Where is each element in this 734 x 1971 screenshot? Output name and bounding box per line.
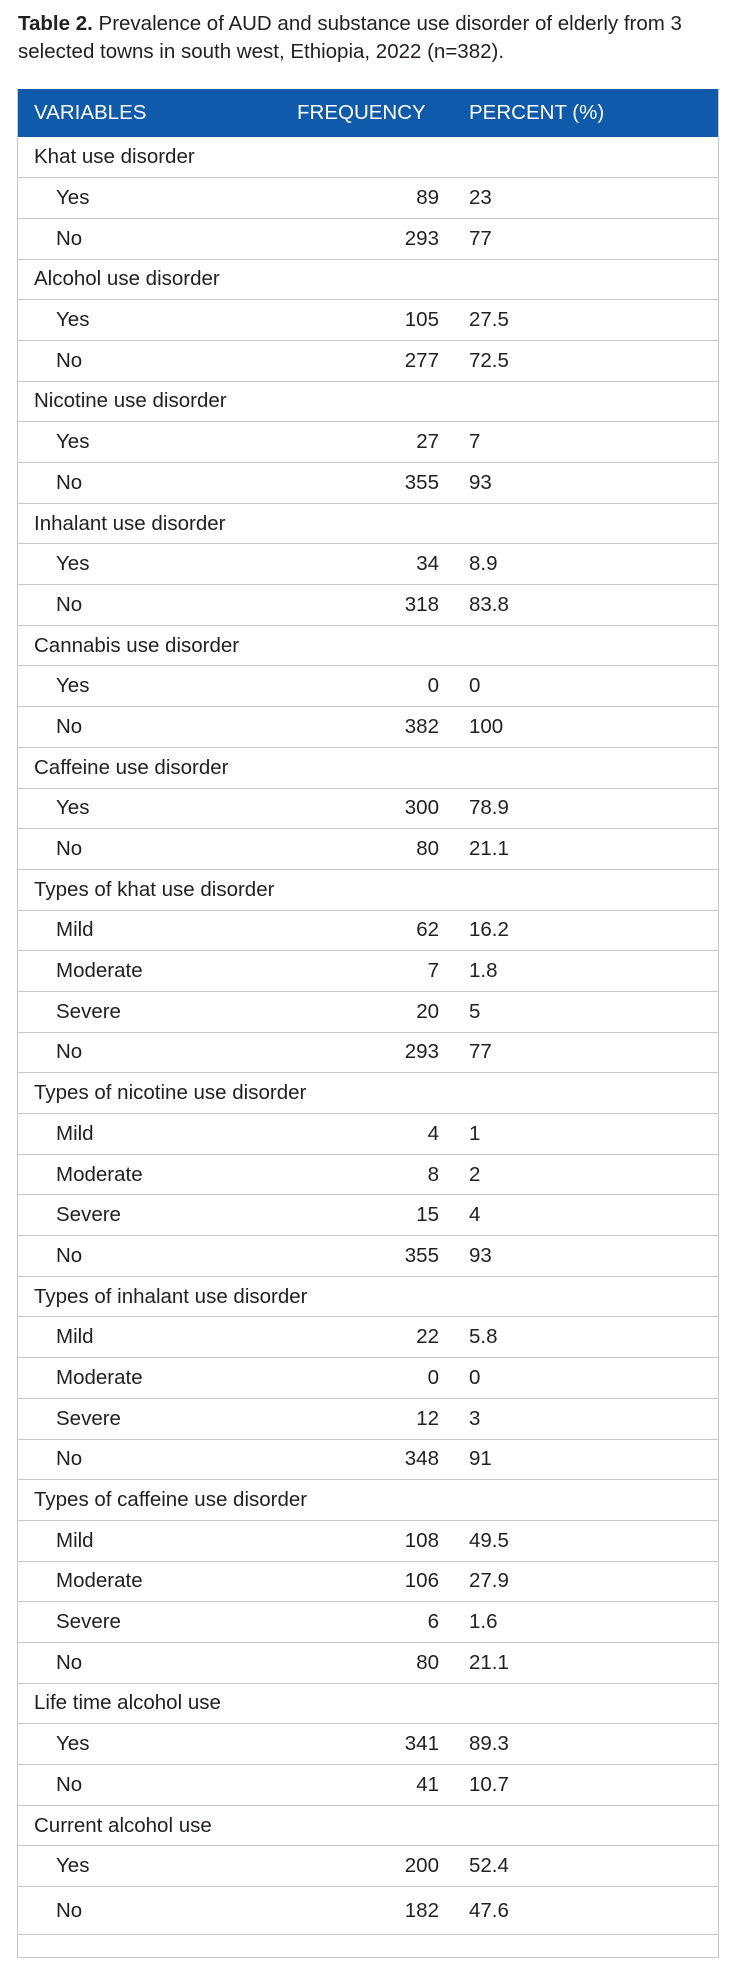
frequency-cell — [272, 1032, 439, 1073]
percent-cell — [439, 1520, 719, 1561]
group-row — [17, 137, 719, 178]
table-row — [17, 1724, 719, 1765]
percent-value: 77 — [469, 226, 492, 250]
frequency-cell — [272, 1439, 439, 1480]
group-row — [17, 503, 719, 544]
percent-value: 93 — [469, 470, 492, 494]
row-label: Yes — [56, 1732, 90, 1756]
frequency-cell — [272, 910, 439, 951]
frequency-cell — [272, 1236, 439, 1277]
frequency-cell — [272, 707, 439, 748]
table-row — [17, 463, 719, 504]
percent-value: 5 — [469, 999, 481, 1023]
percent-cell — [439, 1724, 719, 1765]
table-row — [17, 1846, 719, 1887]
table-row — [17, 422, 719, 463]
percent-value: 1.8 — [469, 959, 498, 983]
group-row — [17, 747, 719, 788]
frequency-value: 80 — [416, 1650, 439, 1674]
row-label: Mild — [56, 1528, 94, 1552]
column-header-variables: VARIABLES — [34, 101, 147, 124]
row-label: Mild — [56, 918, 94, 942]
percent-cell — [439, 1439, 719, 1480]
row-label: Moderate — [56, 1365, 143, 1389]
frequency-cell — [272, 1317, 439, 1358]
percent-cell — [439, 463, 719, 504]
percent-value: 7 — [469, 430, 481, 454]
column-header-frequency: FREQUENCY — [297, 101, 426, 124]
table-row — [17, 1765, 719, 1806]
frequency-cell — [272, 1195, 439, 1236]
frequency-cell — [272, 1358, 439, 1399]
percent-cell — [439, 178, 719, 219]
table-row — [17, 1439, 719, 1480]
percent-value: 78.9 — [469, 796, 509, 820]
table-row — [17, 1032, 719, 1073]
frequency-cell — [272, 218, 439, 259]
frequency-cell — [272, 585, 439, 626]
frequency-cell — [272, 788, 439, 829]
table-row — [17, 1887, 719, 1935]
group-title: Types of khat use disorder — [34, 877, 275, 901]
percent-value: 1.6 — [469, 1610, 498, 1634]
percent-value: 0 — [469, 1365, 481, 1389]
table-row — [17, 1154, 719, 1195]
percent-cell — [439, 585, 719, 626]
row-label: Severe — [56, 1610, 121, 1634]
percent-cell — [439, 544, 719, 585]
percent-cell — [439, 707, 719, 748]
row-label: Yes — [56, 186, 90, 210]
table-row — [17, 340, 719, 381]
table-row — [17, 910, 719, 951]
percent-cell — [439, 1114, 719, 1155]
table-row — [17, 788, 719, 829]
row-label: Mild — [56, 1121, 94, 1145]
group-row — [17, 1683, 719, 1724]
frequency-cell — [272, 1765, 439, 1806]
group-row — [17, 625, 719, 666]
percent-cell — [439, 1887, 719, 1935]
frequency-cell — [272, 178, 439, 219]
percent-cell — [439, 300, 719, 341]
percent-value: 21.1 — [469, 1650, 509, 1674]
caption-label: Table 2. — [18, 12, 93, 35]
percent-cell — [439, 1317, 719, 1358]
group-row — [17, 1805, 719, 1846]
table-header — [17, 89, 719, 137]
frequency-value: 293 — [404, 1040, 439, 1064]
percent-value: 72.5 — [469, 348, 509, 372]
frequency-cell — [272, 422, 439, 463]
frequency-cell — [272, 666, 439, 707]
frequency-value: 80 — [416, 837, 439, 861]
row-label: No — [56, 1040, 83, 1064]
group-title: Current alcohol use — [34, 1813, 212, 1837]
group-title: Alcohol use disorder — [34, 267, 220, 291]
row-label: No — [56, 1447, 83, 1471]
table-row — [17, 1236, 719, 1277]
percent-cell — [439, 1846, 719, 1887]
frequency-cell — [272, 1114, 439, 1155]
frequency-cell — [272, 544, 439, 585]
group-title: Types of nicotine use disorder — [34, 1081, 307, 1105]
frequency-value: 20 — [416, 999, 439, 1023]
table-body — [17, 137, 719, 1935]
frequency-cell — [272, 340, 439, 381]
percent-cell — [439, 1154, 719, 1195]
frequency-cell — [272, 1724, 439, 1765]
row-label: No — [56, 1898, 83, 1922]
table-row — [17, 178, 719, 219]
group-title: Inhalant use disorder — [34, 511, 226, 535]
frequency-value: 300 — [404, 796, 439, 820]
table-row — [17, 951, 719, 992]
percent-cell — [439, 829, 719, 870]
row-label: Severe — [56, 1203, 121, 1227]
table-row — [17, 1561, 719, 1602]
frequency-value: 108 — [404, 1528, 439, 1552]
frequency-value: 62 — [416, 918, 439, 942]
frequency-value: 341 — [404, 1732, 439, 1756]
percent-cell — [439, 1195, 719, 1236]
group-title: Types of inhalant use disorder — [34, 1284, 308, 1308]
row-label: Yes — [56, 796, 90, 820]
percent-value: 93 — [469, 1243, 492, 1267]
percent-value: 10.7 — [469, 1772, 509, 1796]
frequency-value: 355 — [404, 1243, 439, 1267]
table-row — [17, 991, 719, 1032]
percent-cell — [439, 422, 719, 463]
percent-value: 91 — [469, 1447, 492, 1471]
group-row — [17, 1276, 719, 1317]
frequency-cell — [272, 300, 439, 341]
frequency-value: 105 — [404, 308, 439, 332]
table-row — [17, 218, 719, 259]
percent-value: 5.8 — [469, 1325, 498, 1349]
group-row — [17, 1480, 719, 1521]
row-label: Severe — [56, 999, 121, 1023]
percent-cell — [439, 1398, 719, 1439]
percent-cell — [439, 951, 719, 992]
percent-cell — [439, 1236, 719, 1277]
row-label: No — [56, 592, 83, 616]
frequency-cell — [272, 1154, 439, 1195]
percent-value: 83.8 — [469, 592, 509, 616]
table-row — [17, 1520, 719, 1561]
frequency-cell — [272, 951, 439, 992]
table-row — [17, 1317, 719, 1358]
percent-value: 27.5 — [469, 308, 509, 332]
group-row — [17, 259, 719, 300]
row-label: Yes — [56, 430, 90, 454]
percent-value: 100 — [469, 714, 504, 738]
frequency-value: 106 — [404, 1569, 439, 1593]
frequency-value: 318 — [404, 592, 439, 616]
percent-value: 2 — [469, 1162, 481, 1186]
frequency-value: 4 — [427, 1121, 439, 1145]
percent-value: 89.3 — [469, 1732, 509, 1756]
percent-cell — [439, 340, 719, 381]
percent-cell — [439, 788, 719, 829]
row-label: Yes — [56, 1854, 90, 1878]
frequency-value: 15 — [416, 1203, 439, 1227]
percent-value: 23 — [469, 186, 492, 210]
percent-value: 47.6 — [469, 1898, 509, 1922]
percent-value: 4 — [469, 1203, 481, 1227]
row-label: No — [56, 714, 83, 738]
frequency-value: 7 — [427, 959, 439, 983]
frequency-cell — [272, 1602, 439, 1643]
row-label: No — [56, 1772, 83, 1796]
prevalence-table — [17, 89, 719, 1935]
frequency-value: 277 — [404, 348, 439, 372]
percent-cell — [439, 1765, 719, 1806]
row-label: No — [56, 470, 83, 494]
percent-cell — [439, 1561, 719, 1602]
frequency-value: 12 — [416, 1406, 439, 1430]
group-title: Cannabis use disorder — [34, 633, 240, 657]
percent-cell — [439, 666, 719, 707]
row-label: Yes — [56, 308, 90, 332]
group-row — [17, 381, 719, 422]
percent-value: 16.2 — [469, 918, 509, 942]
table-row — [17, 300, 719, 341]
row-label: No — [56, 226, 83, 250]
frequency-value: 293 — [404, 226, 439, 250]
frequency-value: 8 — [427, 1162, 439, 1186]
percent-value: 49.5 — [469, 1528, 509, 1552]
table-row — [17, 1195, 719, 1236]
frequency-cell — [272, 829, 439, 870]
frequency-value: 182 — [404, 1898, 439, 1922]
table-row — [17, 829, 719, 870]
row-label: No — [56, 1650, 83, 1674]
percent-cell — [439, 1358, 719, 1399]
table-row — [17, 1398, 719, 1439]
percent-cell — [439, 910, 719, 951]
percent-cell — [439, 1602, 719, 1643]
table-row — [17, 1114, 719, 1155]
frequency-value: 41 — [416, 1772, 439, 1796]
table-row — [17, 585, 719, 626]
frequency-cell — [272, 1561, 439, 1602]
row-label: Moderate — [56, 1569, 143, 1593]
percent-value: 27.9 — [469, 1569, 509, 1593]
frequency-cell — [272, 1887, 439, 1935]
frequency-cell — [272, 1642, 439, 1683]
table-row — [17, 1602, 719, 1643]
header-row — [17, 89, 719, 137]
frequency-value: 0 — [427, 674, 439, 698]
frequency-cell — [272, 1398, 439, 1439]
row-label: Severe — [56, 1406, 121, 1430]
table-row — [17, 1358, 719, 1399]
frequency-cell — [272, 991, 439, 1032]
percent-value: 21.1 — [469, 837, 509, 861]
percent-cell — [439, 1032, 719, 1073]
frequency-value: 34 — [416, 552, 439, 576]
percent-value: 8.9 — [469, 552, 498, 576]
percent-value: 0 — [469, 674, 481, 698]
row-label: Yes — [56, 552, 90, 576]
frequency-value: 22 — [416, 1325, 439, 1349]
column-header-percent: PERCENT (%) — [469, 101, 605, 124]
frequency-value: 6 — [427, 1610, 439, 1634]
percent-cell — [439, 218, 719, 259]
group-row — [17, 1073, 719, 1114]
percent-cell — [439, 991, 719, 1032]
row-label: No — [56, 1243, 83, 1267]
table-caption — [18, 10, 718, 66]
caption-text: Prevalence of AUD and substance use disorder of elderly from 3 selected towns in south west, Ethiopia, 2022 (n=382). — [18, 12, 682, 63]
group-row — [17, 869, 719, 910]
percent-cell — [439, 1642, 719, 1683]
frequency-value: 382 — [404, 714, 439, 738]
table-row — [17, 1642, 719, 1683]
row-label: No — [56, 348, 83, 372]
table-row — [17, 666, 719, 707]
table-row — [17, 707, 719, 748]
frequency-value: 0 — [427, 1365, 439, 1389]
table-row — [17, 544, 719, 585]
row-label: Yes — [56, 674, 90, 698]
row-label: Moderate — [56, 959, 143, 983]
group-title: Nicotine use disorder — [34, 389, 227, 413]
frequency-value: 355 — [404, 470, 439, 494]
frequency-value: 200 — [404, 1854, 439, 1878]
group-title: Khat use disorder — [34, 145, 195, 169]
frequency-cell — [272, 1846, 439, 1887]
row-label: Mild — [56, 1325, 94, 1349]
frequency-value: 27 — [416, 430, 439, 454]
percent-value: 3 — [469, 1406, 481, 1430]
frequency-cell — [272, 463, 439, 504]
row-label: No — [56, 837, 83, 861]
group-title: Caffeine use disorder — [34, 755, 229, 779]
group-title: Types of caffeine use disorder — [34, 1488, 308, 1512]
row-label: Moderate — [56, 1162, 143, 1186]
percent-value: 52.4 — [469, 1854, 509, 1878]
percent-value: 1 — [469, 1121, 481, 1145]
group-title: Life time alcohol use — [34, 1691, 221, 1715]
percent-value: 77 — [469, 1040, 492, 1064]
frequency-value: 348 — [404, 1447, 439, 1471]
frequency-value: 89 — [416, 186, 439, 210]
frequency-cell — [272, 1520, 439, 1561]
